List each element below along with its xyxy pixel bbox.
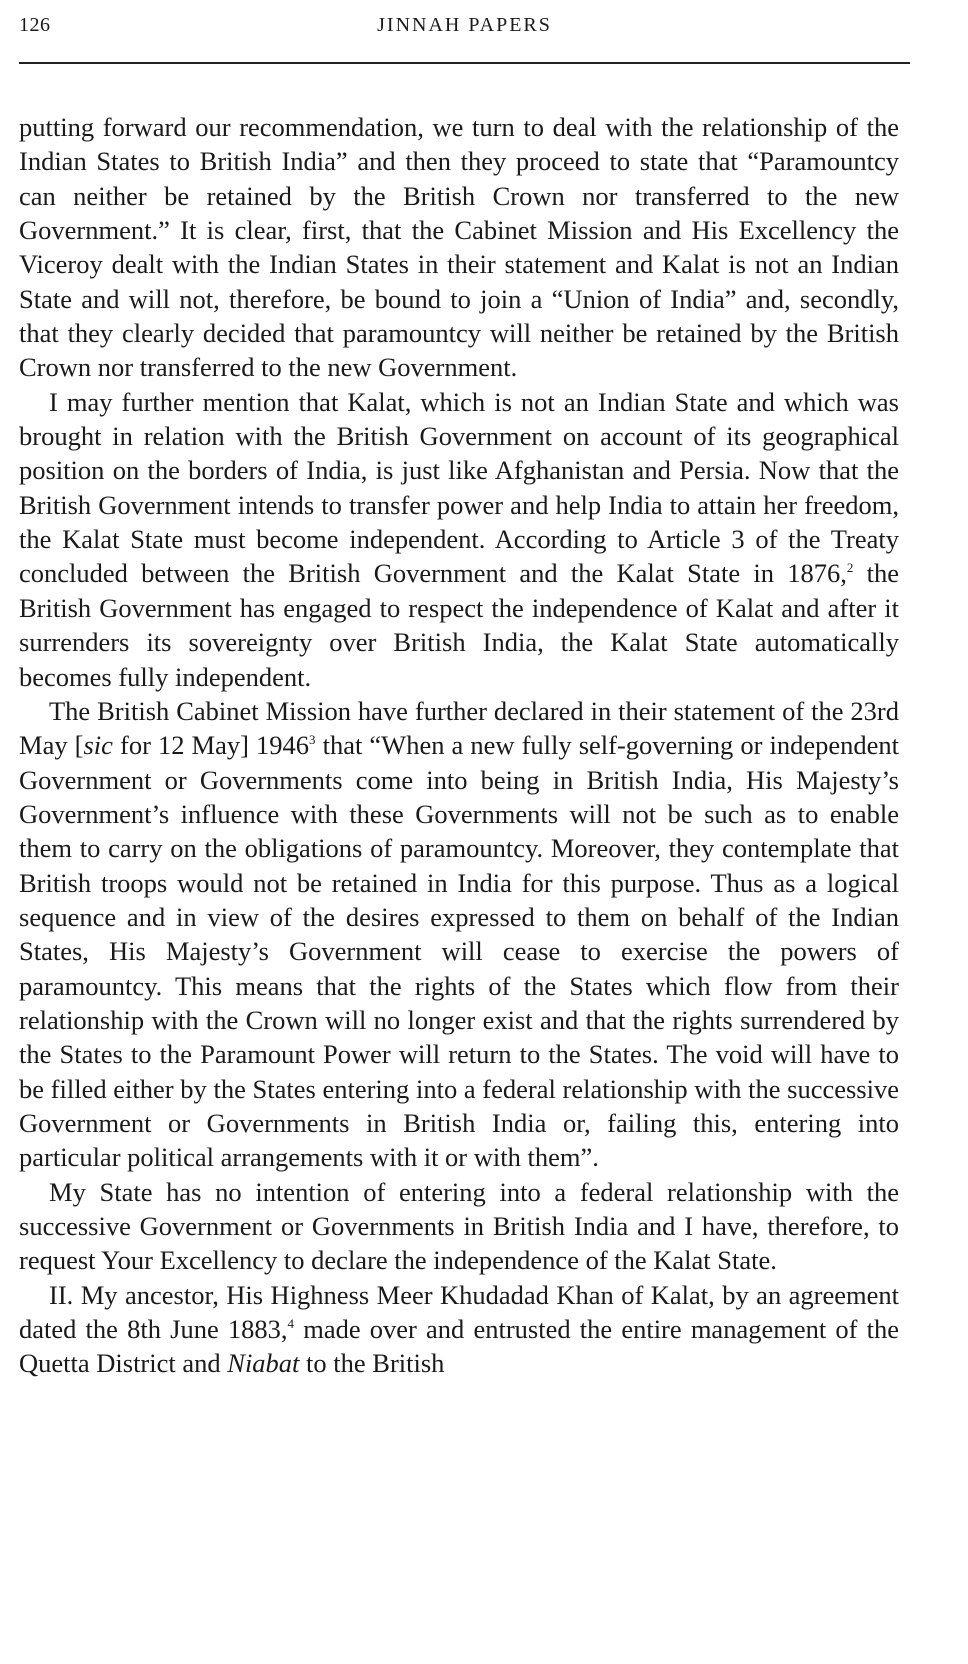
text-run: II. My ancestor, His Highness Meer Khudadad Khan of Kalat, by an agreement dated the 8th June 1883, bbox=[19, 1279, 899, 1345]
italic-text: sic bbox=[83, 730, 113, 761]
footnote-marker: 4 bbox=[287, 1316, 295, 1332]
body-text bbox=[19, 110, 899, 1381]
running-head bbox=[19, 14, 910, 44]
text-run: The British Cabinet Mission have further declared in their statement of the 23rd May [ bbox=[19, 695, 899, 761]
text-run: the British Government has engaged to respect the independence of Kalat and after it surrenders its sovereignty over British India, the Kalat State automatically becomes fully independent. bbox=[19, 558, 900, 692]
paragraph bbox=[19, 110, 899, 385]
footnote-marker: 3 bbox=[309, 732, 316, 748]
paragraph bbox=[19, 1175, 899, 1278]
text-run: for 12 May] 1946 bbox=[112, 730, 310, 761]
text-run: that “When a new fully self-governing or independent Government or Governments come into being in British India, His Majesty’s Government’s influence with these Governments will not be such as to enable them to carry on the obligations of paramountcy. Moreover, they contemplate that British troops would not be retained in India for this purpose. Thus as a logical sequence and in view of the desires expressed to them on behalf of the Indian States, His Majesty’s Government will cease to exercise the powers of paramountcy. This means that the rights of the States which flow from their relationship with the Crown will no longer exist and that the rights surrendered by the States to the Paramount Power will return to the States. The void will have to be filled either by the States entering into a federal relationship with the successive Government or Governments in British India or, failing this, entering into particular political arrangements with it or with them”. bbox=[19, 730, 899, 1173]
page-number: 126 bbox=[19, 14, 51, 36]
header-rule bbox=[19, 62, 910, 64]
running-head-title: JINNAH PAPERS bbox=[377, 14, 552, 36]
italic-text: Niabat bbox=[227, 1348, 300, 1379]
text-run: My State has no intention of entering into a federal relationship with the successive Government or Governments in British India and I have, therefore, to request Your Excellency to declare the independence of the Kalat State. bbox=[19, 1176, 899, 1276]
text-run: putting forward our recommendation, we turn to deal with the relationship of the Indian States to British India” and then they proceed to state that “Paramountcy can neither be retained by the British Crown nor transferred to the new Government.” It is clear, first, that the Cabinet Mission and His Excellency the Viceroy dealt with the Indian States in their statement and Kalat is not an Indian State and will not, therefore, be bound to join a “Union of India” and, secondly, that they clearly decided that paramountcy will neither be retained by the British Crown nor transferred to the new Government. bbox=[19, 112, 899, 383]
text-run: I may further mention that Kalat, which is not an Indian State and which was brought in relation with the British Government on account of its geographical position on the borders of India, is just like Afghanistan and Persia. Now that the British Government intends to transfer power and help India to attain her freedom, the Kalat State must become independent. According to Article 3 of the Treaty concluded between the British Government and the Kalat State in 1876, bbox=[19, 386, 899, 589]
paragraph bbox=[19, 1278, 899, 1381]
paragraph bbox=[19, 385, 899, 694]
paragraph bbox=[19, 694, 899, 1175]
text-run: made over and entrusted the entire management of the Quetta District and bbox=[19, 1314, 900, 1379]
footnote-marker: 2 bbox=[846, 560, 854, 576]
text-run: to the British bbox=[299, 1348, 445, 1379]
